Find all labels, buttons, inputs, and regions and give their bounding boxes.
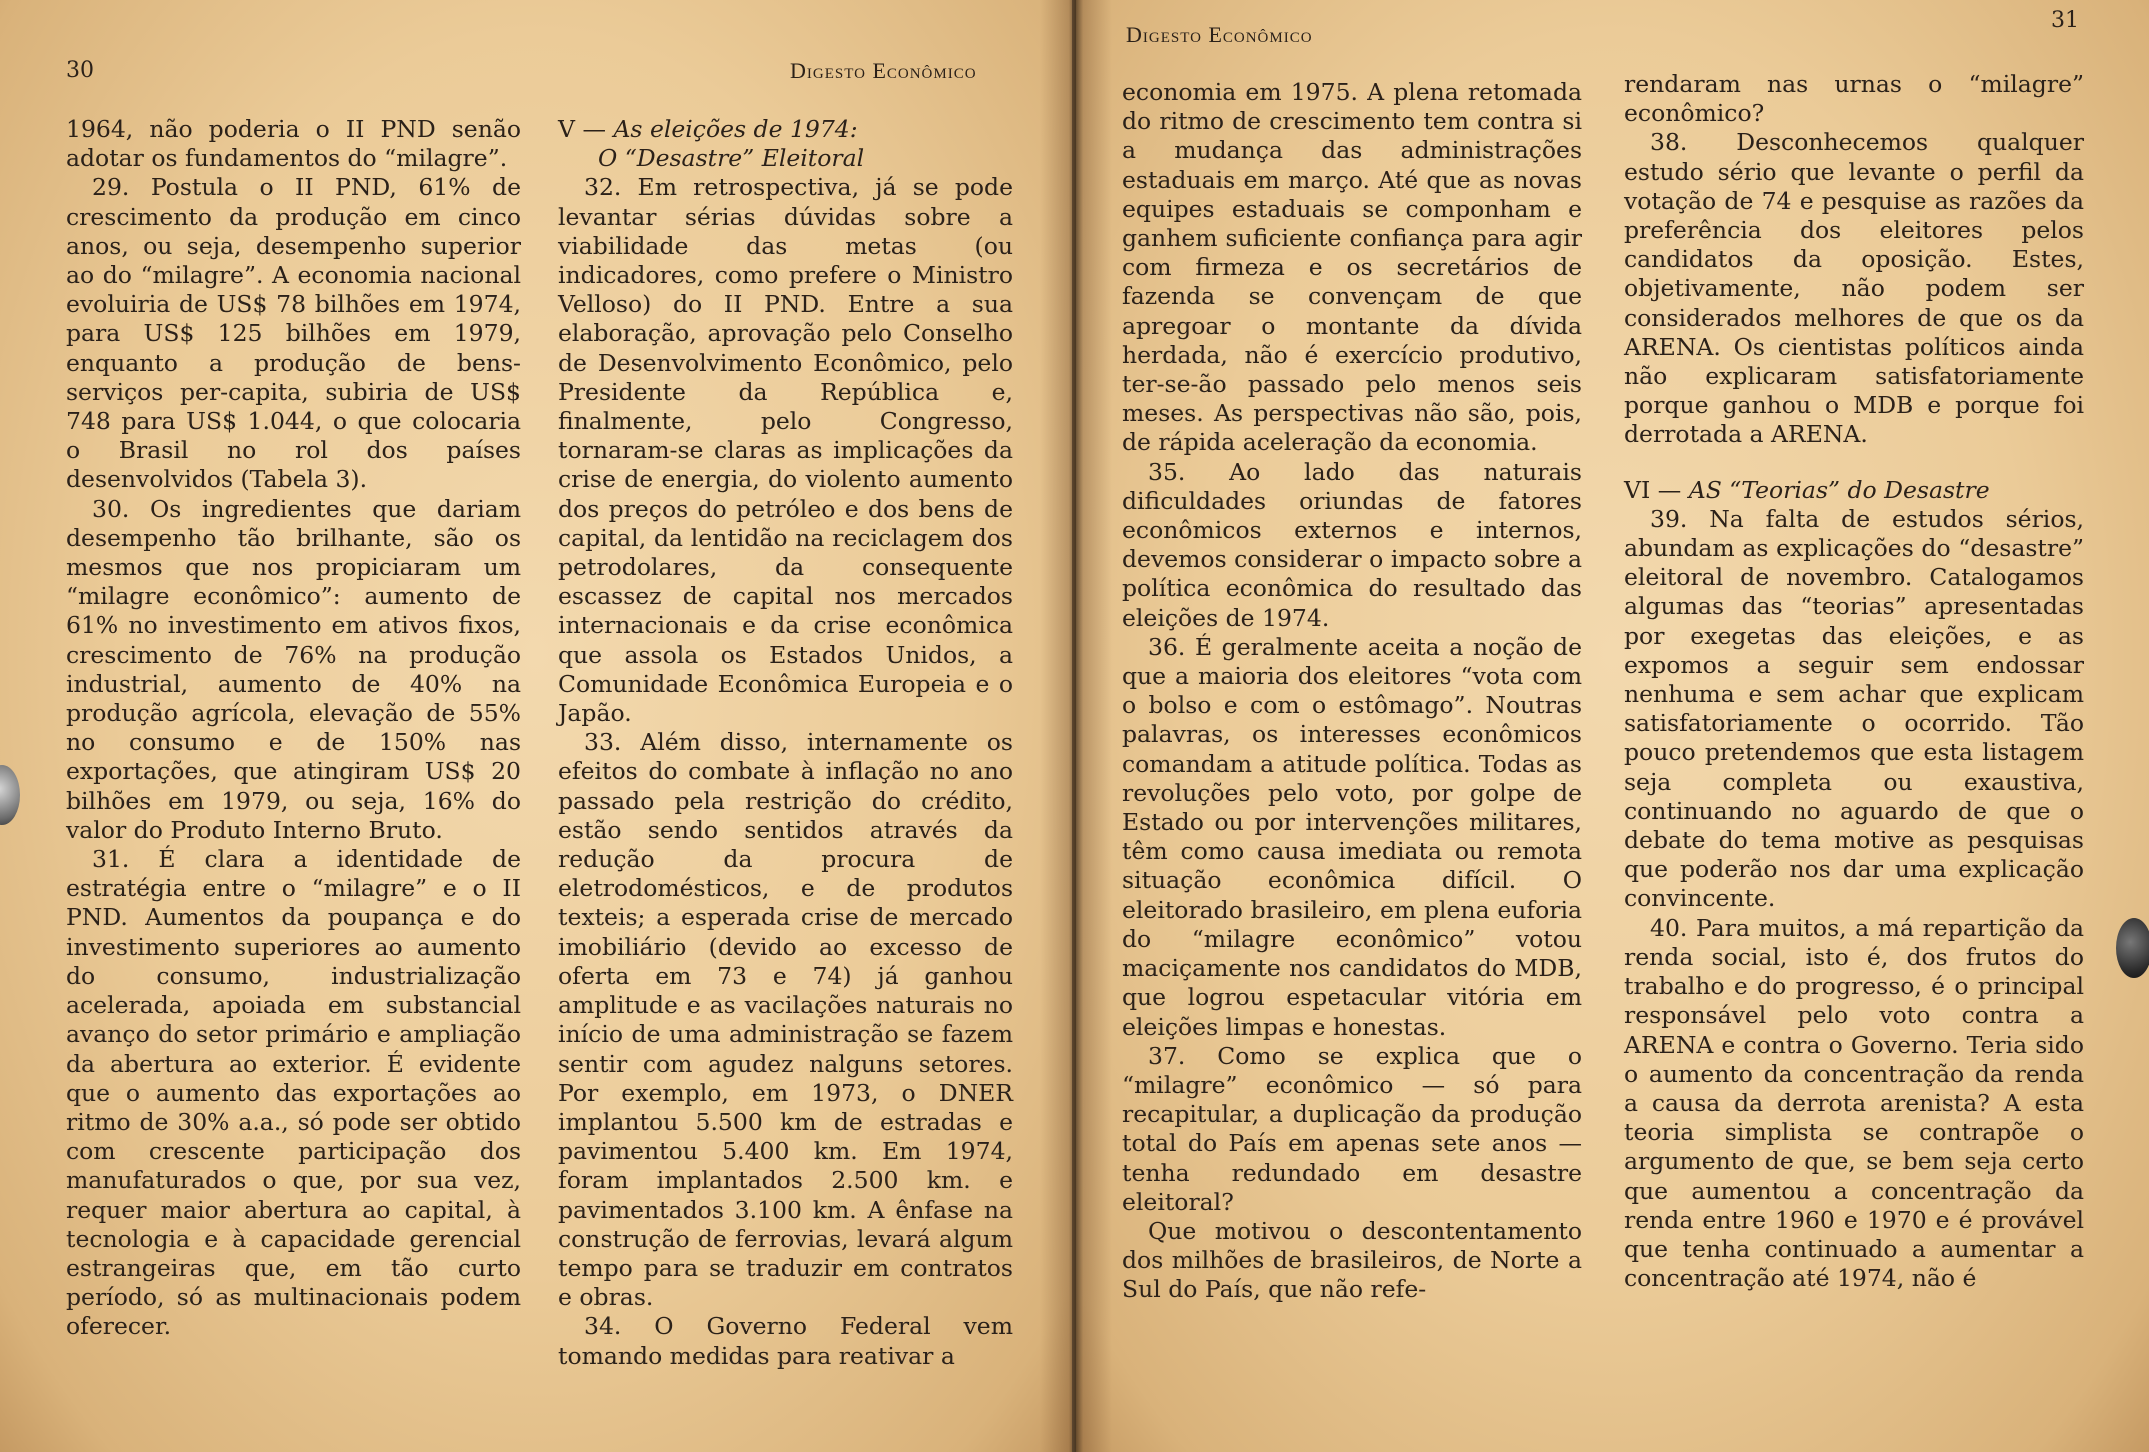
metal-clip	[2116, 918, 2149, 978]
section-number: VI —	[1624, 475, 1682, 504]
paragraph-32: 32. Em retrospectiva, já se pode levantar sérias dúvidas sobre a viabilidade das metas (ou indicadores, como prefere o Ministro Velloso) do II PND. Entre a sua elaboração, aprovação pelo Conselho de Desenvolvimento Econômico, pelo Presidente da República e, finalmente, pelo Congresso, tornaram-se claras as implicações da crise de energia, do violento aumento dos preços do petróleo e dos bens de capital, da lentidão na reciclagem dos petrodolares, da consequente escassez de capital nos mercados internacionais e da crise econômica que assola os Estados Unidos, a Comunidade Econômica Europeia e o Japão.	[558, 173, 1013, 728]
paragraph-29: 29. Postula o II PND, 61% de crescimento da produção em cinco anos, ou seja, desempenho superior ao do “milagre”. A economia nacional evoluiria de US$ 78 bilhões em 1974, para US$ 125 bilhões em 1979, enquanto a produção de bens-serviços per-capita, subiria de US$ 748 para US$ 1.044, o que colocaria o Brasil no rol dos países desenvolvidos (Tabela 3).	[66, 173, 521, 494]
right-page-column-1	[1122, 78, 1582, 1305]
left-page-column-1	[66, 115, 521, 1342]
paragraph-31: 31. É clara a identidade de estratégia entre o “milagre” e o II PND. Aumentos da poupança e do investimento superiores ao aumento do consumo, industrialização acelerada, apoiada em substancial avanço do setor primário e ampliação da abertura ao exterior. É evidente que o aumento das exportações ao ritmo de 30% a.a., só pode ser obtido com crescente participação dos manufaturados o que, por sua vez, requer maior abertura ao capital, à tecnologia e à capacidade gerencial estrangeiras que, em tão curto período, só as multinacionais podem oferecer.	[66, 845, 521, 1341]
paragraph-30: 30. Os ingredientes que dariam desempenho tão brilhante, são os mesmos que nos propiciaram um “milagre econômico”: aumento de 61% no investimento em ativos fixos, crescimento de 76% na produção industrial, aumento de 40% na produção agrícola, elevação de 55% no consumo e de 150% nas exportações, que atingiram US$ 20 bilhões em 1979, ou seja, 16% do valor do Produto Interno Bruto.	[66, 494, 521, 844]
section-heading-v	[558, 115, 1013, 144]
paragraph-39: 39. Na falta de estudos sérios, abundam as explicações do “desastre” eleitoral de novembro. Catalogamos algumas das “teorias” apresentadas por exegetas das eleições, e as expomos a seguir sem endossar nenhuma e sem achar que explicam satisfatoriamente o ocorrido. Tão pouco pretendemos que esta listagem seja completa ou exaustiva, continuando no aguardo de que o debate do tema motive as pesquisas que poderão nos dar uma explicação convincente.	[1624, 504, 2084, 913]
section-heading-vi	[1624, 476, 2084, 505]
spacer	[1624, 450, 2084, 476]
paragraph-35: 35. Ao lado das naturais dificuldades oriundas de fatores econômicos externos e internos, devemos considerar o impacto sobre a política econômica do resultado das eleições de 1974.	[1122, 457, 1582, 632]
section-title: AS “Teorias” do Desastre	[1688, 475, 1990, 504]
paragraph: rendaram nas urnas o “milagre” econômico?	[1624, 70, 2084, 128]
metal-clip	[0, 765, 20, 825]
running-head: Digesto Econômico	[1126, 22, 1313, 47]
right-page	[1076, 0, 2149, 1452]
section-number: V —	[558, 115, 606, 143]
page-number: 30	[66, 58, 94, 83]
paragraph-34: 34. O Governo Federal vem tomando medidas para reativar a	[558, 1312, 1013, 1370]
book-gutter	[1040, 0, 1112, 1452]
section-title: As eleições de 1974:	[613, 115, 858, 143]
paragraph-33: 33. Além disso, internamente os efeitos do combate à inflação no ano passado pela restrição do crédito, estão sendo sentidos através da redução da procura de eletrodomésticos, e de produtos texteis; a esperada crise de mercado imobiliário (devido ao excesso de oferta em 73 e 74) já ganhou amplitude e as vacilações naturais no início de uma administração se fazem sentir com agudez nalguns setores. Por exemplo, em 1973, o DNER implantou 5.500 km de estradas e pavimentou 5.400 km. Em 1974, foram implantados 2.500 km. e pavimentados 3.100 km. A ênfase na construção de ferrovias, levará algum tempo para se traduzir em contratos e obras.	[558, 728, 1013, 1312]
paragraph-37: 37. Como se explica que o “milagre” econômico — só para recapitular, a duplicação da produção total do País em apenas sete anos — tenha redundado em desastre eleitoral?	[1122, 1041, 1582, 1216]
page-number: 31	[2051, 8, 2079, 33]
left-page-column-2	[558, 115, 1013, 1371]
paragraph: 1964, não poderia o II PND senão adotar os fundamentos do “milagre”.	[66, 115, 521, 173]
paragraph: economia em 1975. A plena retomada do ritmo de crescimento tem contra si a mudança das administrações estaduais em março. Até que as novas equipes estaduais se componham e ganhem suficiente confiança para agir com firmeza e os secretários de fazenda se convençam de que apregoar o montante da dívida herdada, não é exercício produtivo, ter-se-ão passado pelo menos seis meses. As perspectivas não são, pois, de rápida aceleração da economia.	[1122, 78, 1582, 457]
section-subheading: O “Desastre” Eleitoral	[598, 144, 865, 173]
left-page	[0, 0, 1072, 1452]
paragraph-40: 40. Para muitos, a má repartição da renda social, isto é, dos frutos do trabalho e do progresso, é o principal responsável pelo voto contra a ARENA e contra o Governo. Teria sido o aumento da concentração da renda a causa da derrota arenista? A esta teoria simplista se contrapõe o argumento de que, se bem seja certo que aumentou a concentração da renda entre 1960 e 1970 e é provável que tenha continuado a aumentar a concentração até 1974, não é	[1624, 913, 2084, 1293]
right-page-column-2	[1624, 70, 2084, 1293]
paragraph: Que motivou o descontentamento dos milhões de brasileiros, de Norte a Sul do País, que não refe-	[1122, 1216, 1582, 1304]
running-head: Digesto Econômico	[790, 58, 977, 83]
paragraph-38: 38. Desconhecemos qualquer estudo sério que levante o perfil da votação de 74 e pesquise as razões da preferência dos eleitores pelos candidatos da oposição. Estes, objetivamente, não podem ser considerados melhores de que os da ARENA. Os cientistas políticos ainda não explicaram satisfatoriamente porque ganhou o MDB e porque foi derrotada a ARENA.	[1624, 128, 2084, 449]
paragraph-36: 36. É geralmente aceita a noção de que a maioria dos eleitores “vota com o bolso e com o estômago”. Noutras palavras, os interesses econômicos comandam a atitude política. Todas as revoluções pelo voto, por golpe de Estado ou por intervenções militares, têm como causa imediata ou remota situação econômica difícil. O eleitorado brasileiro, em plena euforia do “milagre econômico” votou maciçamente nos candidatos do MDB, que logrou espetacular vitória em eleições limpas e honestas.	[1122, 632, 1582, 1041]
